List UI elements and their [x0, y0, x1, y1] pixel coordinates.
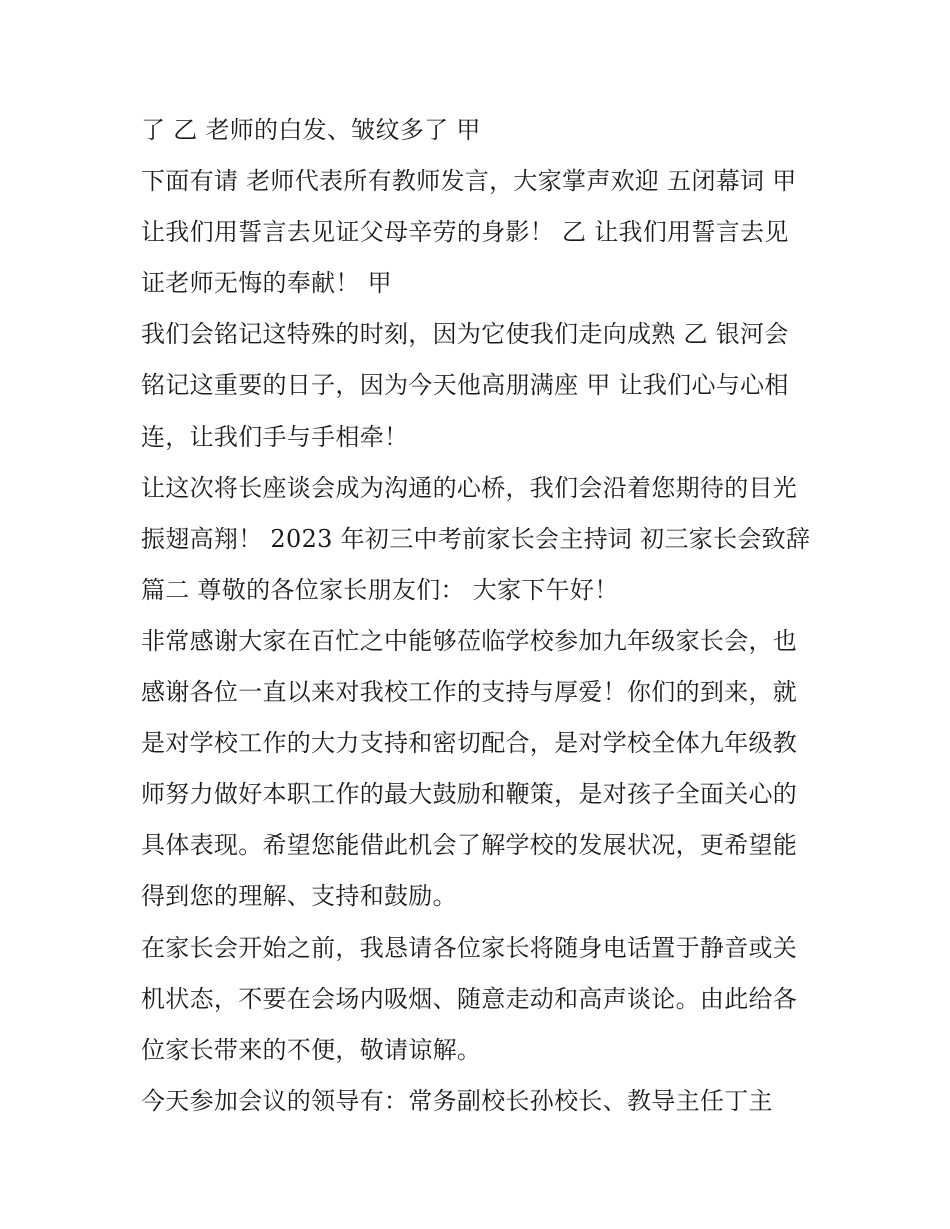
- text-line: 让我们用誓言去见证父母辛劳的身影！ 乙 让我们用誓言去见: [141, 218, 789, 247]
- text-line: 具体表现。希望您能借此机会了解学校的发展状况，更希望能: [141, 831, 798, 860]
- text-line: 证老师无悔的奉献！ 甲: [141, 269, 392, 298]
- text-line: 得到您的理解、支持和鼓励。: [141, 882, 457, 911]
- text-line: 连，让我们手与手相牵！: [141, 422, 409, 451]
- text-line: 感谢各位一直以来对我校工作的支持与厚爱！你们的到来，就: [141, 678, 798, 707]
- text-line: 让这次将长座谈会成为沟通的心桥，我们会沿着您期待的目光: [141, 473, 798, 502]
- document-body: [141, 108, 821, 1130]
- text-line: 位家长带来的不便，敬请谅解。: [141, 1035, 482, 1064]
- text-line: 振翅高翔！ 2023 年初三中考前家长会主持词 初三家长会致辞: [141, 524, 811, 553]
- text-line: 篇二 尊敬的各位家长朋友们： 大家下午好！: [141, 575, 619, 604]
- text-line: 下面有请 老师代表所有教师发言，大家掌声欢迎 五闭幕词 甲: [141, 167, 797, 196]
- text-line: 师努力做好本职工作的最大鼓励和鞭策，是对孩子全面关心的: [141, 780, 798, 809]
- text-line: 非常感谢大家在百忙之中能够莅临学校参加九年级家长会，也: [141, 626, 798, 655]
- text-line: 机状态，不要在会场内吸烟、随意走动和高声谈论。由此给各: [141, 984, 798, 1013]
- text-line: 是对学校工作的大力支持和密切配合，是对学校全体九年级教: [141, 729, 798, 758]
- text-line: 铭记这重要的日子，因为今天他高朋满座 甲 让我们心与心相: [141, 371, 789, 400]
- text-line: 我们会铭记这特殊的时刻，因为它使我们走向成熟 乙 银河会: [141, 320, 789, 349]
- text-line: 今天参加会议的领导有：常务副校长孙校长、教导主任丁主: [141, 1086, 773, 1115]
- text-line: 在家长会开始之前，我恳请各位家长将随身电话置于静音或关: [141, 933, 798, 962]
- text-line: 了 乙 老师的白发、皱纹多了 甲: [141, 116, 481, 144]
